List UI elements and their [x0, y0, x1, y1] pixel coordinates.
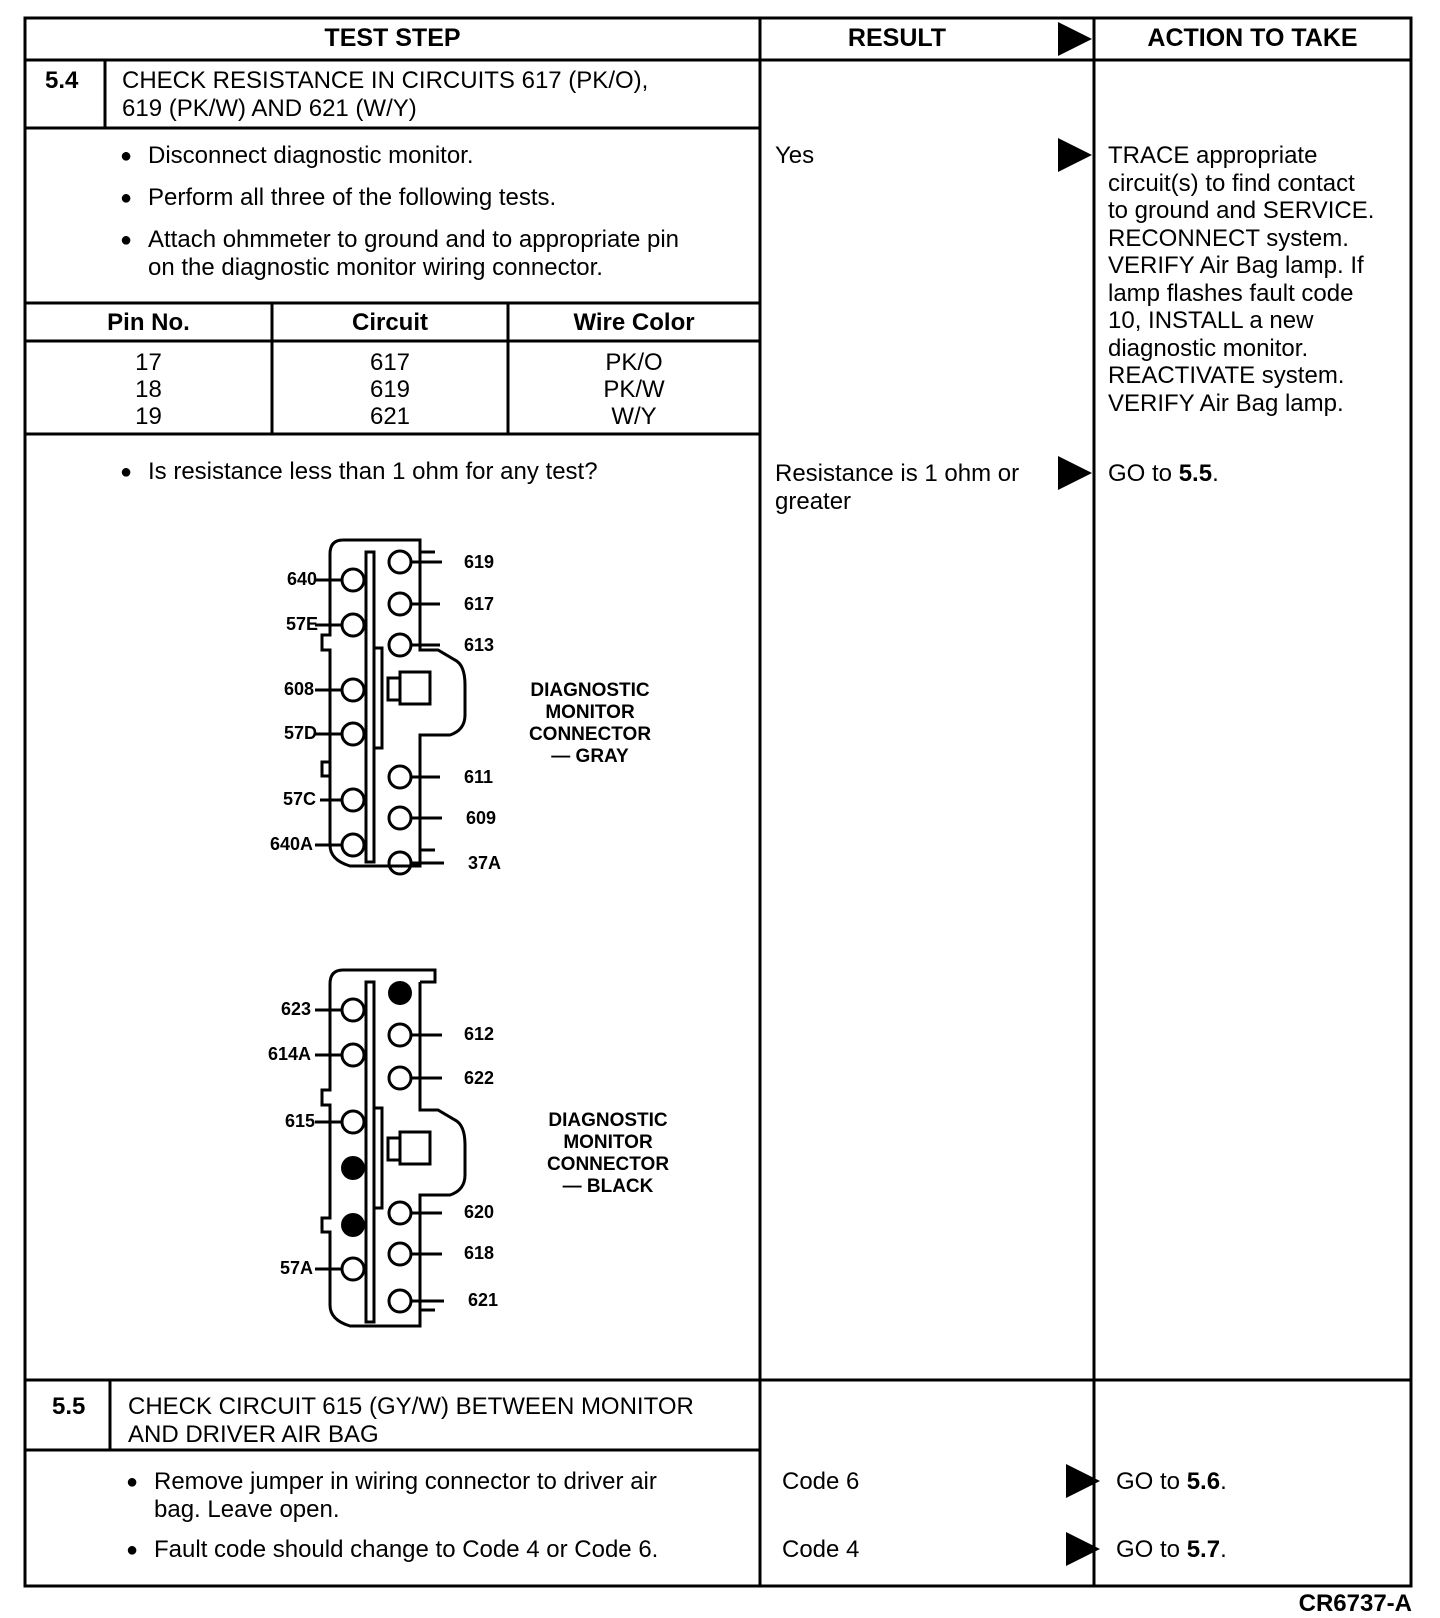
pin-table-cell: 621: [369, 403, 411, 430]
step-5-4-title-line2: 619 (PK/W) AND 621 (W/Y): [122, 95, 417, 122]
header-action: ACTION TO TAKE: [1147, 24, 1358, 52]
action-prefix: GO to: [1116, 1536, 1187, 1563]
result-yes: Yes: [775, 142, 815, 169]
action-suffix: .: [1212, 460, 1219, 487]
gray-connector-label-line: — GRAY: [551, 746, 629, 767]
gray-pin-label: 609: [466, 808, 497, 828]
black-pin-label: 622: [464, 1068, 495, 1088]
black-connector-label: [528, 1110, 688, 1198]
action-suffix: .: [1220, 1468, 1227, 1495]
action-yes-line: VERIFY Air Bag lamp. If: [1108, 252, 1364, 279]
gray-connector-label-line: CONNECTOR: [528, 724, 652, 745]
step-5-4-bullet: ● Attach ohmmeter to ground and to appropriate pin: [120, 226, 679, 254]
result-greater-line1: Resistance is 1 ohm or: [775, 460, 1020, 487]
result-greater-line2: greater: [775, 488, 852, 515]
result-arrow-icon: [1058, 138, 1092, 172]
action-yes-line: lamp flashes fault code: [1108, 279, 1354, 307]
gray-pin-label: 613: [464, 635, 495, 655]
header-arrow-icon: [1058, 22, 1092, 56]
action-goto-5-6: [1116, 1468, 1227, 1496]
pin-table-cell: W/Y: [611, 403, 657, 430]
step-5-5-bullet: ● Remove jumper in wiring connector to driver air: [126, 1468, 657, 1496]
action-yes-line: to ground and SERVICE.: [1108, 197, 1375, 224]
result-arrow-icon: [1066, 1464, 1100, 1498]
figure-id: CR6737-A: [1298, 1590, 1412, 1617]
step-number-5-4: 5.4: [45, 67, 79, 94]
pin-table-cell: 19: [135, 403, 162, 430]
black-pin-label: 620: [464, 1202, 495, 1222]
black-connector-label-line: DIAGNOSTIC: [548, 1110, 668, 1131]
pin-table-header-circuit: Circuit: [351, 309, 428, 336]
step-5-5-title-line1: CHECK CIRCUIT 615 (GY/W) BETWEEN MONITOR: [128, 1393, 694, 1420]
action-yes-line: diagnostic monitor.: [1108, 334, 1309, 362]
header-result: RESULT: [847, 24, 947, 52]
gray-connector-label: [510, 680, 670, 768]
gray-pin-label: 57D: [284, 723, 318, 743]
gray-pin-label: 611: [464, 767, 494, 787]
result-code-4: Code 4: [782, 1536, 860, 1563]
action-yes-line: circuit(s) to find contact: [1108, 169, 1355, 197]
pin-table-header-color: Wire Color: [573, 309, 695, 336]
black-connector-label-line: MONITOR: [563, 1132, 653, 1153]
pin-table-cell: PK/W: [603, 376, 665, 403]
result-arrow-icon: [1066, 1532, 1100, 1566]
result-code-6: Code 6: [782, 1468, 860, 1495]
step-5-4-title-line1: CHECK RESISTANCE IN CIRCUITS 617 (PK/O),: [122, 67, 649, 94]
step-number-5-5: 5.5: [52, 1393, 86, 1420]
gray-pin-label: 57E: [286, 614, 319, 634]
gray-connector-label-line: DIAGNOSTIC: [530, 680, 650, 701]
step-5-5-bullet-continuation: bag. Leave open.: [154, 1496, 340, 1523]
action-goto-5-7: [1116, 1536, 1227, 1564]
black-connector-label-line: — BLACK: [562, 1176, 654, 1197]
action-yes-block: [1108, 142, 1374, 417]
action-target: 5.6: [1186, 1468, 1221, 1495]
action-yes-line: 10, INSTALL a new: [1108, 307, 1314, 334]
step-5-5-bullet: ● Fault code should change to Code 4 or Code 6.: [126, 1536, 658, 1564]
pin-table-cell: 617: [369, 349, 411, 376]
action-target: 5.5: [1178, 460, 1213, 487]
gray-pin-label: 37A: [468, 853, 502, 873]
gray-pin-label: 640: [287, 569, 318, 589]
step-5-4-bullet-continuation: on the diagnostic monitor wiring connector.: [148, 254, 603, 281]
action-prefix: GO to: [1108, 460, 1179, 487]
step-5-5-title-line2: AND DRIVER AIR BAG: [128, 1421, 379, 1448]
black-pin-label: 614A: [268, 1044, 312, 1064]
black-pin-label: 621: [468, 1290, 499, 1310]
gray-connector-label-line: MONITOR: [545, 702, 635, 723]
gray-pin-label: 619: [464, 552, 495, 572]
pin-table-cell: 18: [135, 376, 162, 403]
action-yes-line: VERIFY Air Bag lamp.: [1108, 389, 1344, 417]
gray-pin-label: 617: [464, 594, 495, 614]
action-target: 5.7: [1186, 1536, 1221, 1563]
pin-table-header-pin: Pin No.: [107, 309, 190, 336]
action-suffix: .: [1220, 1536, 1227, 1563]
black-pin-label: 623: [281, 999, 312, 1019]
gray-pin-label: 608: [284, 679, 315, 699]
header-test-step: TEST STEP: [324, 24, 461, 52]
action-goto-5-5: [1108, 460, 1219, 488]
gray-pin-label: 57C: [283, 789, 317, 809]
action-prefix: GO to: [1116, 1468, 1187, 1495]
black-pin-label: 612: [464, 1024, 495, 1044]
step-5-4-question: ● Is resistance less than 1 ohm for any test?: [120, 458, 598, 486]
black-pin-label: 615: [285, 1111, 316, 1131]
result-arrow-icon: [1058, 456, 1092, 490]
step-5-4-bullet: ● Perform all three of the following tests.: [120, 184, 556, 212]
pin-table-cell: 17: [135, 349, 162, 376]
action-yes-line: RECONNECT system.: [1108, 224, 1349, 252]
pin-table-cell: PK/O: [605, 349, 663, 376]
action-yes-line: TRACE appropriate: [1108, 142, 1318, 169]
gray-pin-label: 640A: [270, 834, 314, 854]
pin-table-cell: 619: [369, 376, 411, 403]
action-yes-line: REACTIVATE system.: [1108, 362, 1345, 389]
black-pin-label: 57A: [280, 1258, 314, 1278]
black-pin-label: 618: [464, 1243, 495, 1263]
step-5-4-bullet: ● Disconnect diagnostic monitor.: [120, 142, 474, 170]
black-connector-label-line: CONNECTOR: [546, 1154, 670, 1175]
